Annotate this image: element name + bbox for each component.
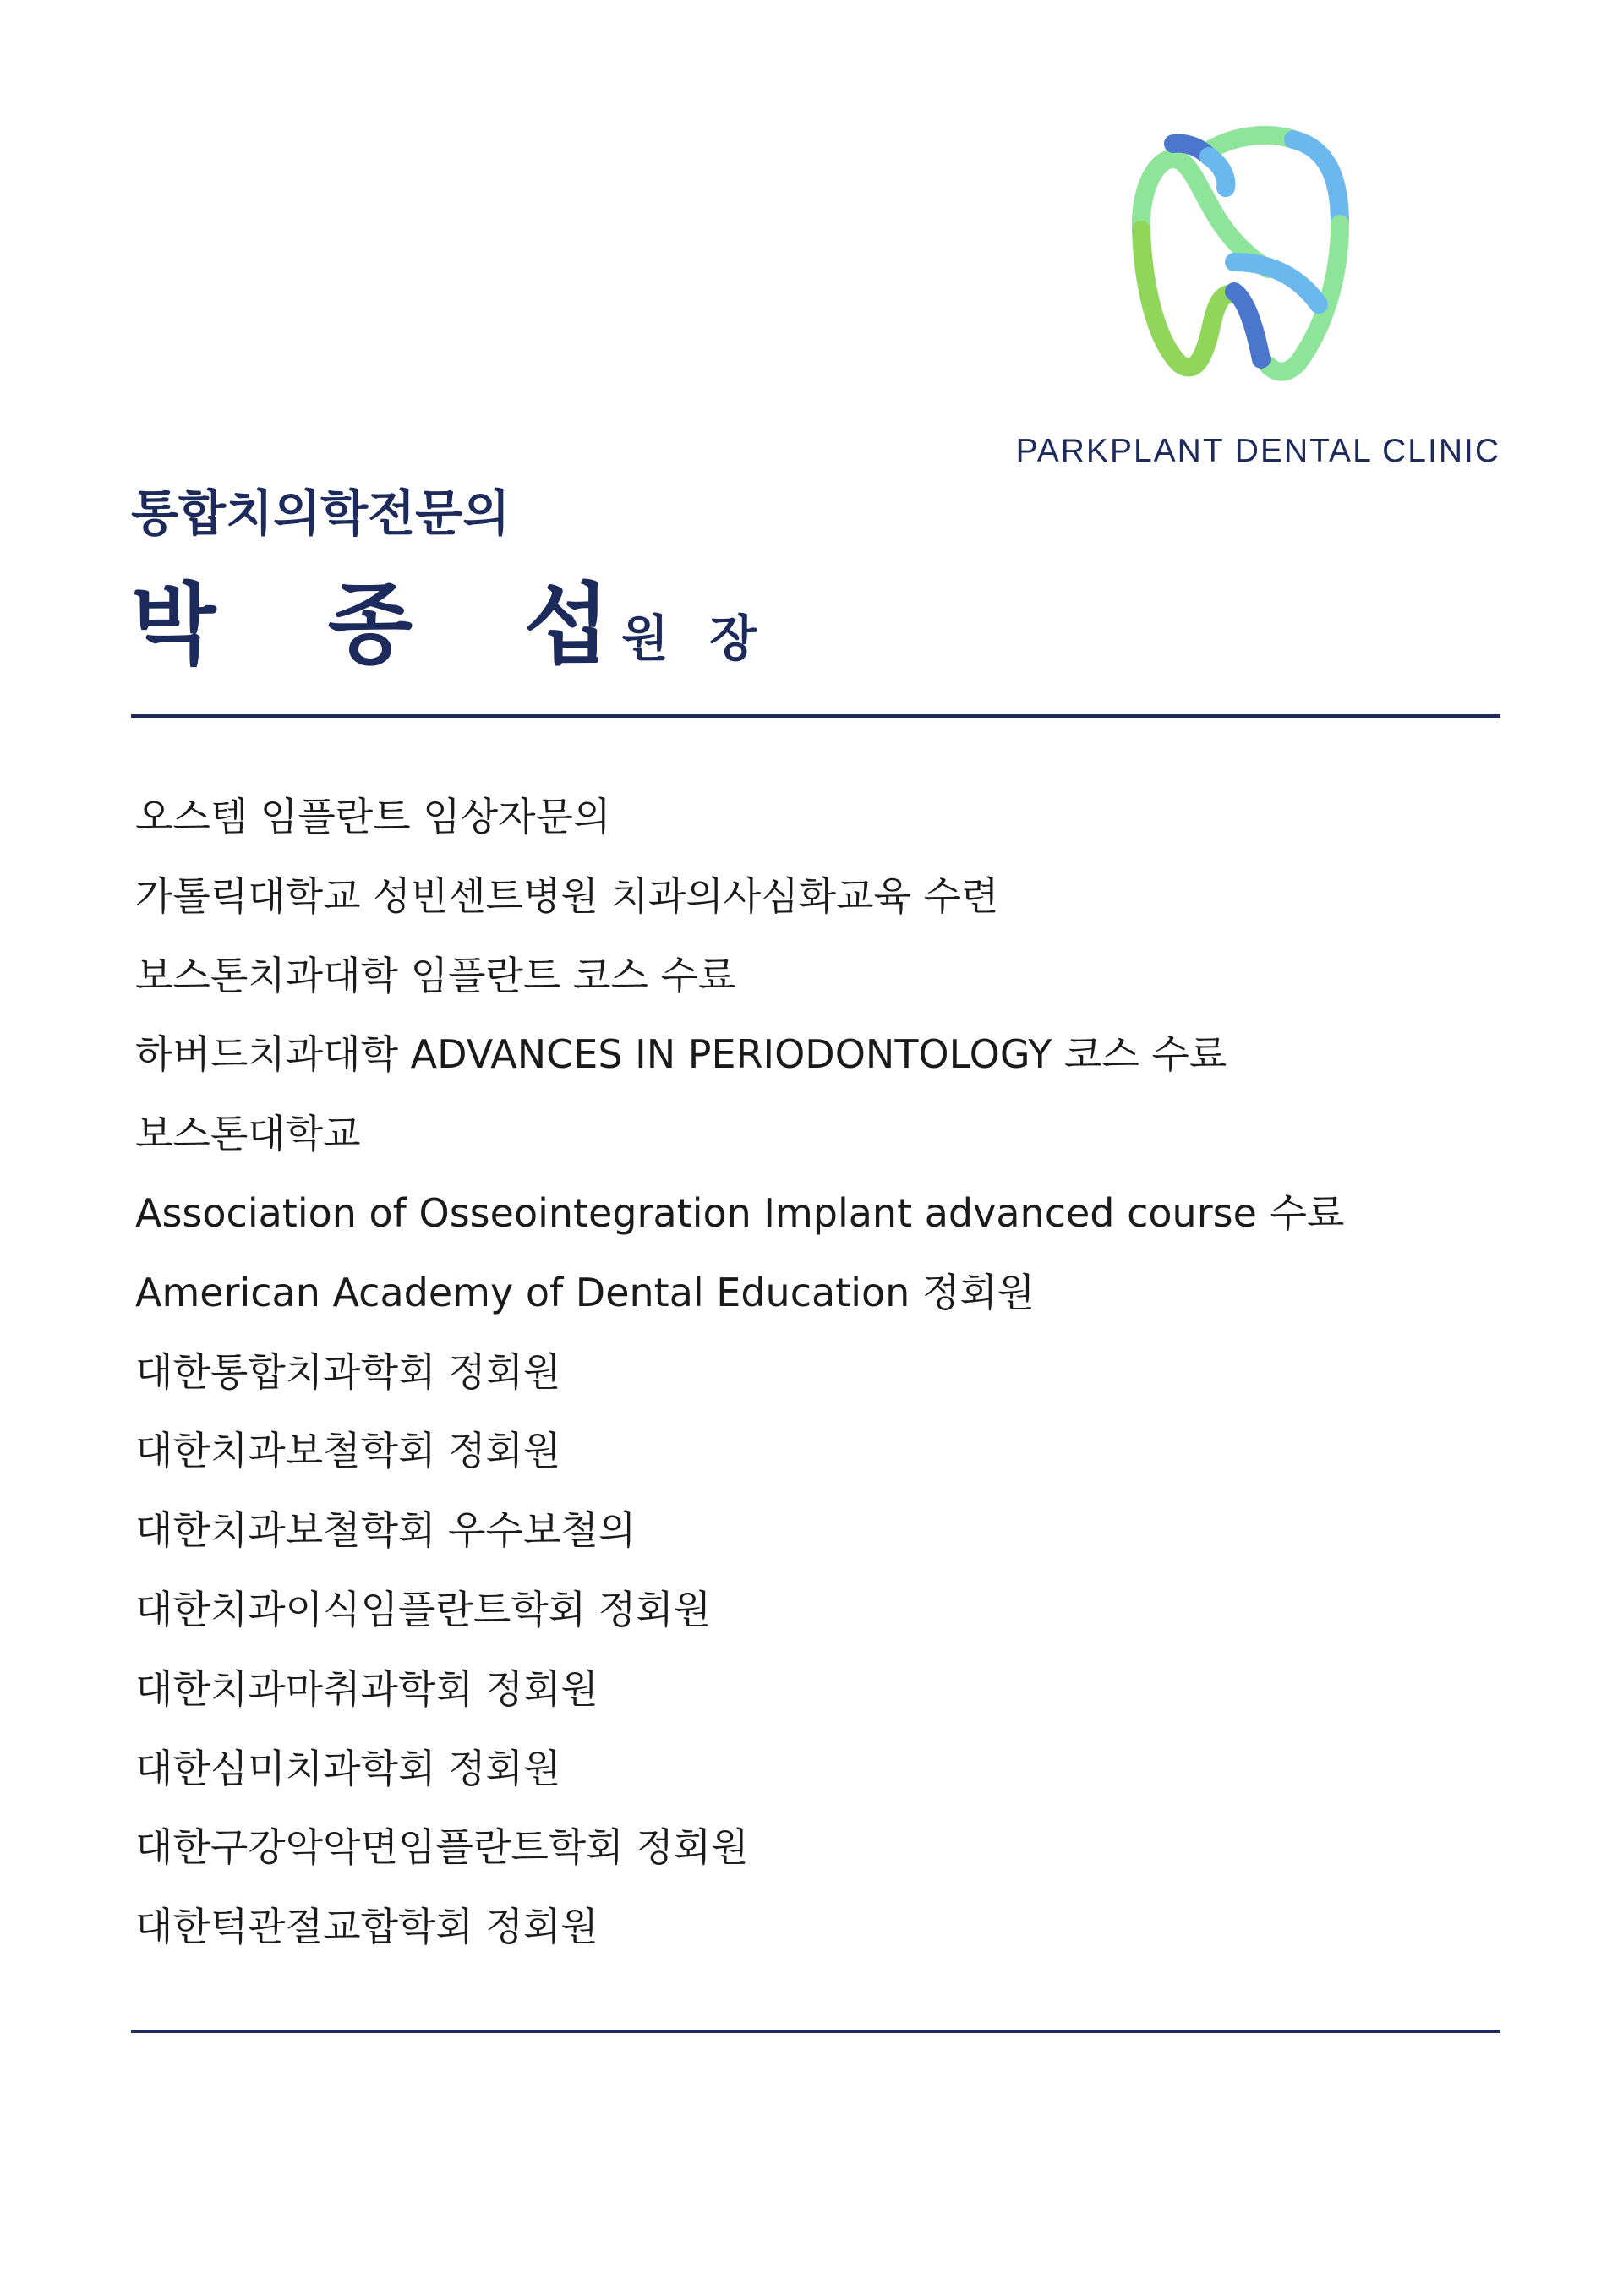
top-divider: [131, 714, 1500, 718]
credential-item: 대한치과이식임플란트학회 정회원: [135, 1586, 712, 1632]
credential-item: 대한구강악악면임플란트학회 정회원: [135, 1824, 749, 1871]
credential-item: 보스톤대학교: [135, 1111, 361, 1157]
doctor-name: 박 종 섭: [131, 573, 650, 676]
credential-item: American Academy of Dental Education 정회원: [135, 1269, 1036, 1315]
credential-item: 보스톤치과대학 임플란트 코스 수료: [135, 952, 736, 998]
doctor-title: 원 장: [620, 610, 769, 667]
tooth-logo-icon: [1116, 118, 1403, 406]
credential-item: Association of Osseointegration Implant advanced course 수료: [135, 1189, 1345, 1236]
credential-item: 대한통합치과학회 정회원: [135, 1348, 561, 1395]
clinic-name: PARKPLANT DENTAL CLINIC: [1015, 433, 1500, 469]
doctor-name-block: [131, 554, 768, 681]
specialty-title: 통합치의학전문의: [131, 484, 511, 542]
credential-item: 대한심미치과학회 정회원: [135, 1745, 561, 1791]
credential-item: 대한턱관절교합학회 정회원: [135, 1904, 598, 1950]
credential-item: 대한치과보철학회 정회원: [135, 1428, 561, 1474]
credential-item: 오스템 임플란트 임상자문의: [135, 794, 611, 839]
credential-item: 대한치과마취과학회 정회원: [135, 1665, 598, 1712]
bottom-divider: [131, 2030, 1500, 2033]
credentials-list: [135, 778, 1344, 1967]
credential-item: 하버드치과대학 ADVANCES IN PERIODONTOLOGY 코스 수료: [135, 1031, 1227, 1078]
credential-item: 대한치과보철학회 우수보철의: [135, 1507, 637, 1554]
credential-item: 가톨릭대학교 성빈센트병원 치과의사심화교육 수련: [135, 872, 999, 919]
